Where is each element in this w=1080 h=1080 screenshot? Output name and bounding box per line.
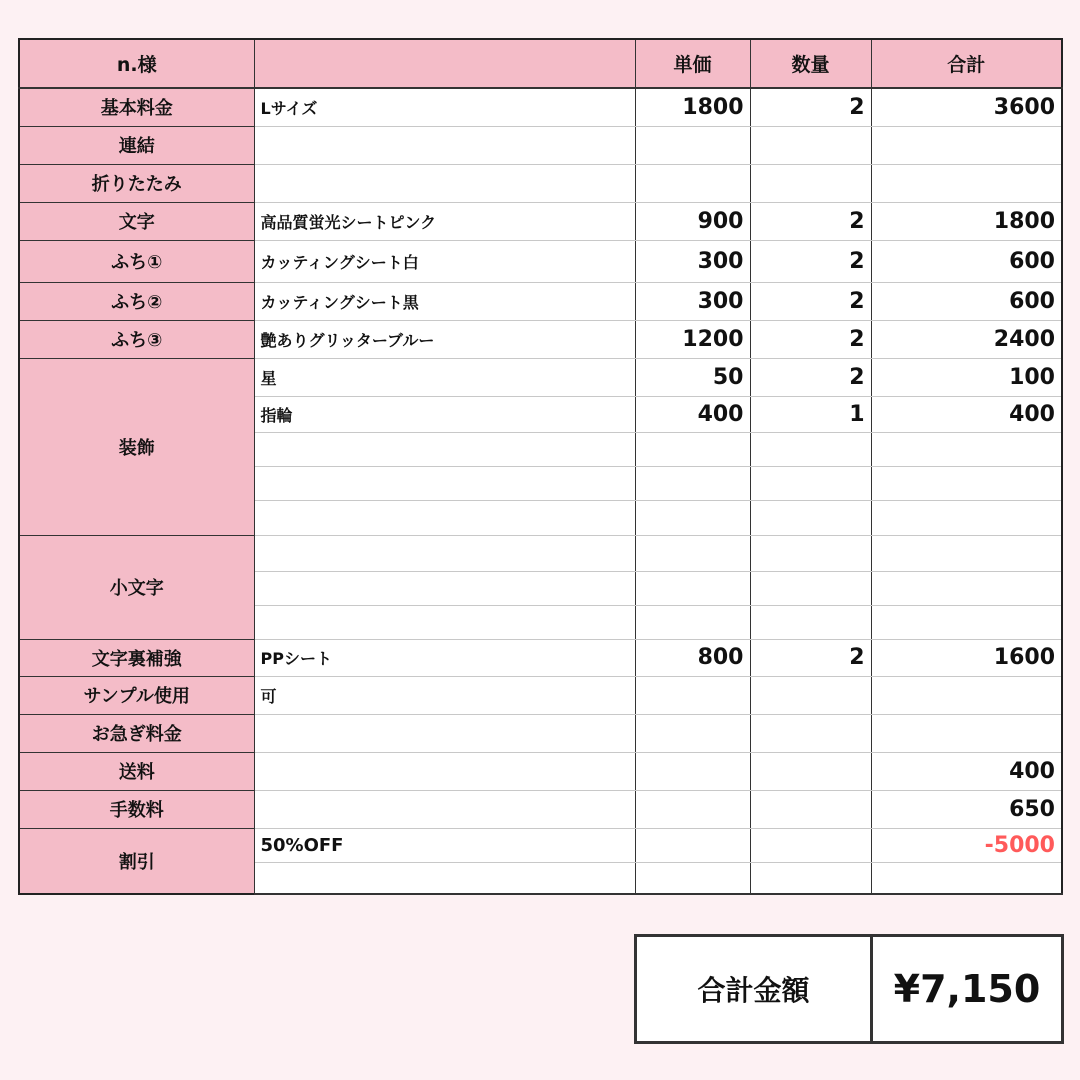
category-cell: ふち① bbox=[19, 240, 254, 282]
item-cell: 指輪 bbox=[254, 396, 635, 432]
price-cell bbox=[635, 676, 750, 714]
price-cell bbox=[635, 790, 750, 828]
category-cell: 基本料金 bbox=[19, 88, 254, 126]
table-row bbox=[19, 320, 1062, 358]
table-row bbox=[19, 828, 1062, 862]
qty-cell: 2 bbox=[750, 88, 871, 126]
qty-cell bbox=[750, 432, 871, 466]
category-cell: お急ぎ料金 bbox=[19, 714, 254, 752]
table-row bbox=[19, 790, 1062, 828]
qty-cell bbox=[750, 535, 871, 571]
category-cell: 連結 bbox=[19, 126, 254, 164]
price-cell: 400 bbox=[635, 396, 750, 432]
qty-cell: 1 bbox=[750, 396, 871, 432]
item-cell bbox=[254, 862, 635, 894]
price-cell bbox=[635, 466, 750, 500]
price-cell: 50 bbox=[635, 358, 750, 396]
total-cell bbox=[871, 714, 1062, 752]
category-cell: 手数料 bbox=[19, 790, 254, 828]
qty-cell bbox=[750, 466, 871, 500]
item-header bbox=[254, 39, 635, 88]
qty-cell: 2 bbox=[750, 282, 871, 320]
total-cell: 600 bbox=[871, 282, 1062, 320]
qty-cell: 2 bbox=[750, 240, 871, 282]
item-cell: カッティングシート黒 bbox=[254, 282, 635, 320]
total-cell: 2400 bbox=[871, 320, 1062, 358]
price-cell bbox=[635, 862, 750, 894]
item-cell bbox=[254, 714, 635, 752]
grand-total-box bbox=[634, 934, 1064, 1044]
category-cell: 小文字 bbox=[19, 535, 254, 639]
category-cell: 割引 bbox=[19, 828, 254, 894]
category-cell: ふち③ bbox=[19, 320, 254, 358]
qty-cell bbox=[750, 862, 871, 894]
qty-cell: 2 bbox=[750, 202, 871, 240]
qty-cell: 2 bbox=[750, 639, 871, 676]
price-cell bbox=[635, 752, 750, 790]
qty-cell bbox=[750, 714, 871, 752]
item-cell bbox=[254, 126, 635, 164]
price-sheet bbox=[18, 38, 1063, 895]
price-cell bbox=[635, 828, 750, 862]
qty-cell: 2 bbox=[750, 358, 871, 396]
category-cell: 文字裏補強 bbox=[19, 639, 254, 676]
grand-total-amount: ¥7,150 bbox=[893, 967, 1041, 1011]
total-cell: 1600 bbox=[871, 639, 1062, 676]
qty-cell: 2 bbox=[750, 320, 871, 358]
table-row bbox=[19, 358, 1062, 396]
qty-cell bbox=[750, 164, 871, 202]
item-cell bbox=[254, 164, 635, 202]
total-cell: 400 bbox=[871, 396, 1062, 432]
price-cell: 1200 bbox=[635, 320, 750, 358]
total-cell bbox=[871, 500, 1062, 535]
customer-name: n.様 bbox=[19, 39, 254, 88]
price-cell bbox=[635, 605, 750, 639]
item-cell: 50%OFF bbox=[254, 828, 635, 862]
total-cell: 650 bbox=[871, 790, 1062, 828]
table-row bbox=[19, 202, 1062, 240]
qty-cell bbox=[750, 571, 871, 605]
discount-total-cell: -5000 bbox=[871, 828, 1062, 862]
table-row bbox=[19, 282, 1062, 320]
qty-cell bbox=[750, 676, 871, 714]
table-row bbox=[19, 752, 1062, 790]
total-cell: 1800 bbox=[871, 202, 1062, 240]
price-cell bbox=[635, 432, 750, 466]
price-cell: 1800 bbox=[635, 88, 750, 126]
table-row bbox=[19, 639, 1062, 676]
item-cell: 星 bbox=[254, 358, 635, 396]
item-cell: カッティングシート白 bbox=[254, 240, 635, 282]
table-row bbox=[19, 676, 1062, 714]
qty-cell bbox=[750, 790, 871, 828]
category-cell: 文字 bbox=[19, 202, 254, 240]
table-row bbox=[19, 535, 1062, 571]
total-cell bbox=[871, 862, 1062, 894]
total-header: 合計 bbox=[871, 39, 1062, 88]
total-cell bbox=[871, 605, 1062, 639]
item-cell: 可 bbox=[254, 676, 635, 714]
price-cell bbox=[635, 126, 750, 164]
price-cell: 300 bbox=[635, 282, 750, 320]
qty-header: 数量 bbox=[750, 39, 871, 88]
category-cell: 装飾 bbox=[19, 358, 254, 535]
category-cell: 送料 bbox=[19, 752, 254, 790]
table-row bbox=[19, 164, 1062, 202]
header-row bbox=[19, 39, 1062, 88]
category-cell: サンプル使用 bbox=[19, 676, 254, 714]
qty-cell bbox=[750, 828, 871, 862]
total-cell bbox=[871, 535, 1062, 571]
price-cell bbox=[635, 500, 750, 535]
total-cell bbox=[871, 432, 1062, 466]
total-cell bbox=[871, 571, 1062, 605]
table-row bbox=[19, 240, 1062, 282]
item-cell bbox=[254, 790, 635, 828]
item-cell bbox=[254, 752, 635, 790]
item-cell bbox=[254, 571, 635, 605]
table-row bbox=[19, 88, 1062, 126]
category-cell: ふち② bbox=[19, 282, 254, 320]
price-cell bbox=[635, 164, 750, 202]
total-cell bbox=[871, 164, 1062, 202]
price-cell: 300 bbox=[635, 240, 750, 282]
item-cell bbox=[254, 535, 635, 571]
qty-cell bbox=[750, 500, 871, 535]
price-cell bbox=[635, 714, 750, 752]
total-cell: 400 bbox=[871, 752, 1062, 790]
item-cell bbox=[254, 605, 635, 639]
total-cell: 100 bbox=[871, 358, 1062, 396]
price-cell: 800 bbox=[635, 639, 750, 676]
item-cell bbox=[254, 500, 635, 535]
total-cell: 3600 bbox=[871, 88, 1062, 126]
total-cell bbox=[871, 466, 1062, 500]
item-cell: 艶ありグリッターブルー bbox=[254, 320, 635, 358]
category-cell: 折りたたみ bbox=[19, 164, 254, 202]
grand-total-label: 合計金額 bbox=[637, 937, 873, 1041]
item-cell: PPシート bbox=[254, 639, 635, 676]
qty-cell bbox=[750, 126, 871, 164]
qty-cell bbox=[750, 752, 871, 790]
total-cell bbox=[871, 676, 1062, 714]
price-cell bbox=[635, 535, 750, 571]
item-cell: Lサイズ bbox=[254, 88, 635, 126]
price-cell bbox=[635, 571, 750, 605]
table-row bbox=[19, 714, 1062, 752]
total-cell bbox=[871, 126, 1062, 164]
qty-cell bbox=[750, 605, 871, 639]
table-row bbox=[19, 126, 1062, 164]
item-cell: 高品質蛍光シートピンク bbox=[254, 202, 635, 240]
item-cell bbox=[254, 432, 635, 466]
price-cell: 900 bbox=[635, 202, 750, 240]
total-cell: 600 bbox=[871, 240, 1062, 282]
price-header: 単価 bbox=[635, 39, 750, 88]
item-cell bbox=[254, 466, 635, 500]
